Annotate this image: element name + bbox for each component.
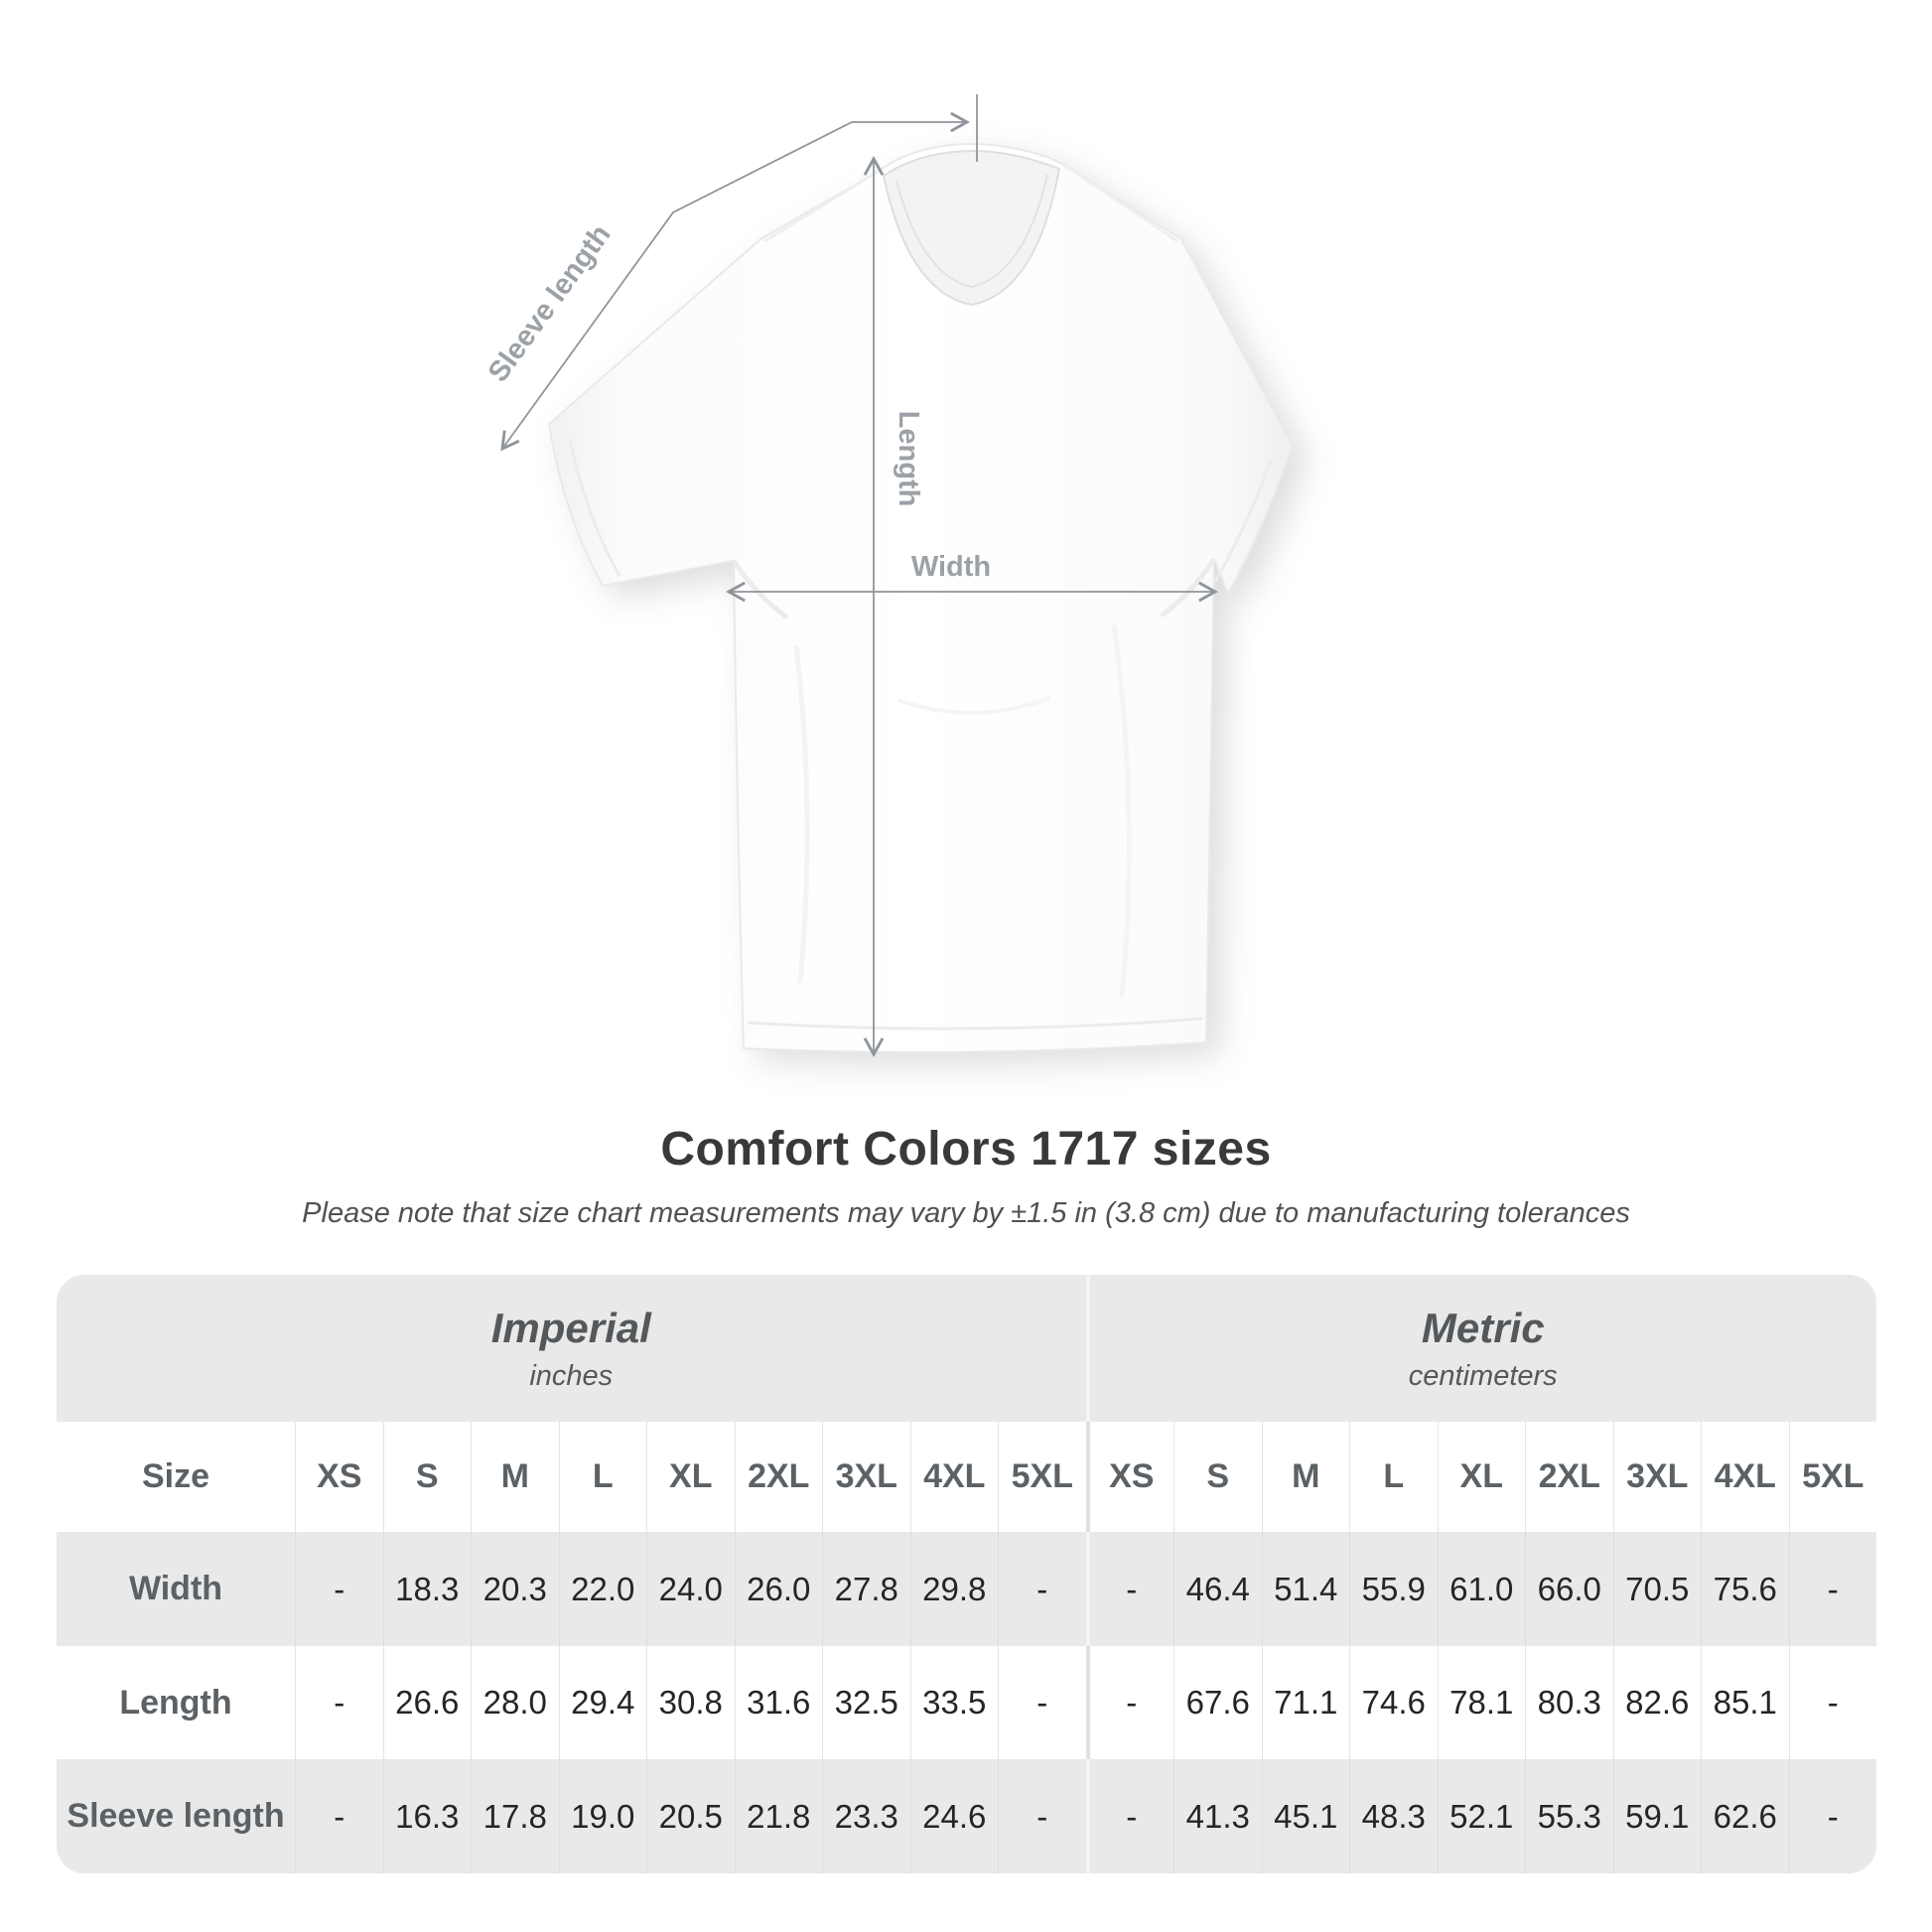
- value-cell: 27.8: [822, 1532, 910, 1646]
- value-cell: -: [295, 1759, 383, 1873]
- value-cell: -: [998, 1759, 1086, 1873]
- value-cell: 55.3: [1525, 1759, 1613, 1873]
- value-cell: 24.6: [910, 1759, 999, 1873]
- value-cell: 32.5: [822, 1646, 910, 1759]
- value-cell: 18.3: [383, 1532, 472, 1646]
- size-header-cell: XL: [646, 1422, 735, 1532]
- value-cell: 51.4: [1262, 1532, 1350, 1646]
- value-cell: -: [1789, 1532, 1877, 1646]
- value-cell: 20.3: [471, 1532, 559, 1646]
- size-header-cell: 2XL: [735, 1422, 823, 1532]
- size-header-cell: 4XL: [910, 1422, 999, 1532]
- size-header-cell: 3XL: [822, 1422, 910, 1532]
- value-cell: 28.0: [471, 1646, 559, 1759]
- value-cell: -: [998, 1532, 1086, 1646]
- size-header-cell: XS: [1086, 1422, 1174, 1532]
- page-subtitle: Please note that size chart measurements may vary by ±1.5 in (3.8 cm) due to manufacturing tolerances: [302, 1197, 1630, 1229]
- value-cell: 67.6: [1173, 1646, 1262, 1759]
- row-label-sleeve-length: Sleeve length: [57, 1759, 295, 1873]
- value-cell: 26.6: [383, 1646, 472, 1759]
- length-label: Length: [893, 410, 924, 507]
- value-cell: 46.4: [1173, 1532, 1262, 1646]
- value-cell: 30.8: [646, 1646, 735, 1759]
- value-cell: -: [998, 1646, 1086, 1759]
- unit-group-unit: centimeters: [1408, 1359, 1558, 1392]
- value-cell: 33.5: [910, 1646, 999, 1759]
- unit-group-metric: [1086, 1275, 1877, 1422]
- size-header-cell: 5XL: [998, 1422, 1086, 1532]
- value-cell: 41.3: [1173, 1759, 1262, 1873]
- value-cell: 78.1: [1438, 1646, 1526, 1759]
- value-cell: 52.1: [1438, 1759, 1526, 1873]
- value-cell: -: [1789, 1759, 1877, 1873]
- value-cell: 19.0: [559, 1759, 647, 1873]
- unit-group-imperial: [57, 1275, 1086, 1422]
- size-header-cell: 2XL: [1525, 1422, 1613, 1532]
- value-cell: 74.6: [1349, 1646, 1438, 1759]
- size-header-cell: L: [559, 1422, 647, 1532]
- size-header-cell: M: [471, 1422, 559, 1532]
- value-cell: 31.6: [735, 1646, 823, 1759]
- value-cell: 16.3: [383, 1759, 472, 1873]
- value-cell: 61.0: [1438, 1532, 1526, 1646]
- size-header-cell: S: [1173, 1422, 1262, 1532]
- value-cell: 59.1: [1613, 1759, 1702, 1873]
- value-cell: 48.3: [1349, 1759, 1438, 1873]
- value-cell: -: [295, 1646, 383, 1759]
- value-cell: -: [295, 1532, 383, 1646]
- value-cell: 62.6: [1701, 1759, 1789, 1873]
- row-label-length: Length: [57, 1646, 295, 1759]
- value-cell: 71.1: [1262, 1646, 1350, 1759]
- value-cell: -: [1086, 1759, 1174, 1873]
- tshirt-illustration: [549, 144, 1293, 1052]
- value-cell: 85.1: [1701, 1646, 1789, 1759]
- unit-group-unit: inches: [529, 1359, 614, 1392]
- size-header-cell: 3XL: [1613, 1422, 1702, 1532]
- size-header-cell: L: [1349, 1422, 1438, 1532]
- value-cell: 26.0: [735, 1532, 823, 1646]
- size-header-cell: 4XL: [1701, 1422, 1789, 1532]
- value-cell: 22.0: [559, 1532, 647, 1646]
- unit-group-name: Imperial: [490, 1304, 651, 1351]
- size-header-cell: 5XL: [1789, 1422, 1877, 1532]
- value-cell: 80.3: [1525, 1646, 1613, 1759]
- size-header-cell: M: [1262, 1422, 1350, 1532]
- value-cell: 29.4: [559, 1646, 647, 1759]
- value-cell: 75.6: [1701, 1532, 1789, 1646]
- size-header-cell: XS: [295, 1422, 383, 1532]
- value-cell: 55.9: [1349, 1532, 1438, 1646]
- value-cell: -: [1086, 1646, 1174, 1759]
- value-cell: 24.0: [646, 1532, 735, 1646]
- value-cell: 20.5: [646, 1759, 735, 1873]
- unit-group-name: Metric: [1421, 1304, 1545, 1351]
- row-label-width: Width: [57, 1532, 295, 1646]
- value-cell: 70.5: [1613, 1532, 1702, 1646]
- size-header-cell: S: [383, 1422, 472, 1532]
- page-title: Comfort Colors 1717 sizes: [660, 1123, 1272, 1175]
- size-column-header: Size: [57, 1422, 295, 1532]
- value-cell: 23.3: [822, 1759, 910, 1873]
- size-header-cell: XL: [1438, 1422, 1526, 1532]
- value-cell: 29.8: [910, 1532, 999, 1646]
- value-cell: 66.0: [1525, 1532, 1613, 1646]
- value-cell: 82.6: [1613, 1646, 1702, 1759]
- width-label: Width: [910, 551, 992, 583]
- value-cell: -: [1789, 1646, 1877, 1759]
- value-cell: 45.1: [1262, 1759, 1350, 1873]
- value-cell: 21.8: [735, 1759, 823, 1873]
- size-table: [57, 1275, 1876, 1873]
- value-cell: -: [1086, 1532, 1174, 1646]
- value-cell: 17.8: [471, 1759, 559, 1873]
- sleeve-length-label: Sleeve length: [482, 218, 618, 388]
